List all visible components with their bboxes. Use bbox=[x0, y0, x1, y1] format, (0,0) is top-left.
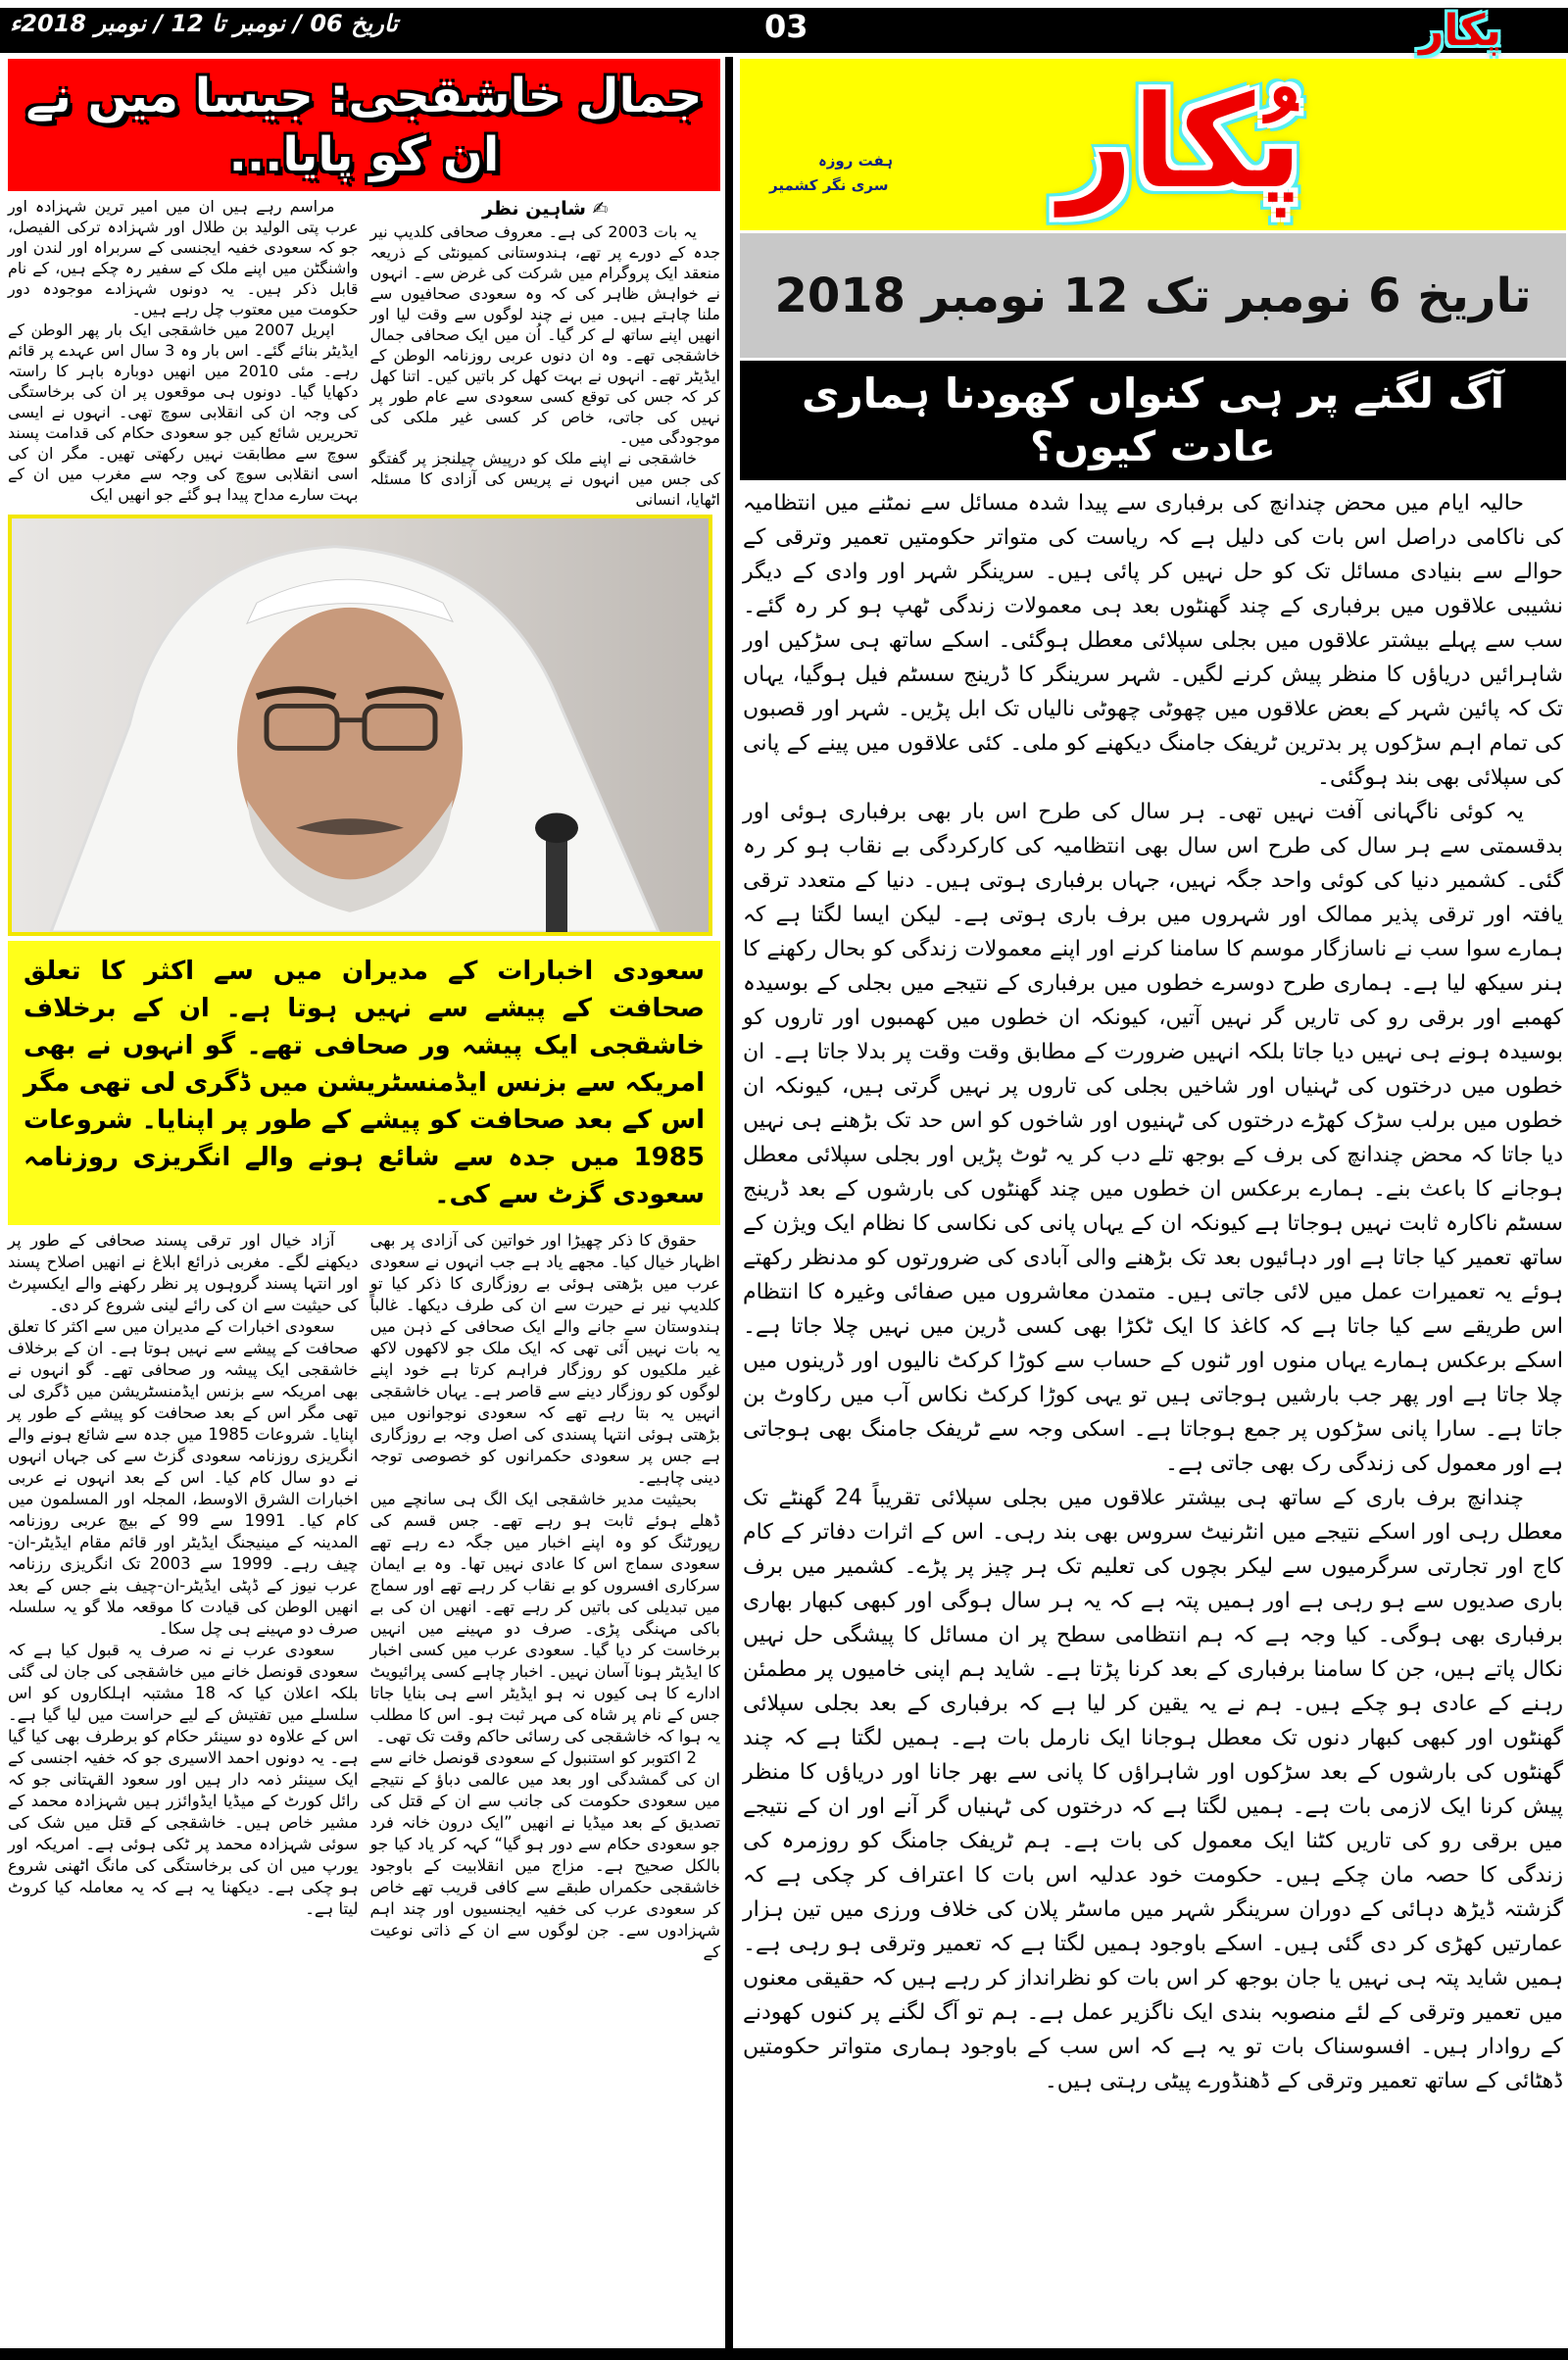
editorial-headline: آگ لگنے پر ہی کنواں کھودنا ہماری عادت کیوں؟ bbox=[801, 369, 1504, 470]
mini-logo: پکار bbox=[1419, 5, 1501, 56]
editorial-paragraph: چندانچ برف باری کے ساتھ ہی بیشتر علاقوں میں بجلی سپلائی تقریباً 24 گھنٹے تک معطل رہی اور اسکے نتیجے میں انٹرنیٹ سروس بھی بند رہی۔ اس کے اثرات دفاتر کے کام کاج اور تجارتی سرگرمیوں سے لیکر بچوں کی تعلیم تک ہر چیز پر پڑے۔ کشمیر میں برف باری صدیوں سے ہو رہی ہے اور ہمیں پتہ ہے کہ یہ ہر سال ہوگی اور کبھی کبھار بھاری برفباری بھی ہوگی۔ کیا وجہ ہے کہ ہم انتظامی سطح پر ان مسائل کا پیشگی حل نہیں نکال پاتے ہیں، جن کا سامنا برفباری کے بعد کرنا پڑتا ہے۔ شاید ہم اپنی خامیوں پر مطمئن رہنے کے عادی ہو چکے ہیں۔ ہم نے یہ یقین کر لیا ہے کہ برفباری کے بعد بجلی سپلائی گھنٹوں اور کبھی کبھار دنوں تک معطل ہوجانا ایک نارمل بات ہے۔ ہمیں لگتا ہے کہ چند گھنٹوں کی بارشوں کے بعد سڑکوں اور شاہراؤں کا پانی سے بھر جانا اور دریاؤں کا منظر پیش کرنا ایک لازمی بات ہے۔ ہمیں لگتا ہے کہ درختوں کی ٹہنیاں گر آنے اور ان کے نتیجے میں برقی رو کی تاریں کٹنا ایک معمول کی بات ہے۔ ہم ٹریفک جامنگ کو روزمرہ کی زندگی کا حصہ مان چکے ہیں۔ حکومت خود عدلیہ اس بات کا اعتراف کر چکی ہے کہ گزشتہ ڈیڑھ دہائی کے دوران سرینگر شہر میں ماسٹر پلان کی خلاف ورزی میں تین ہزار عمارتیں کھڑی کر دی گئی ہیں۔ اسکے باوجود ہمیں لگتا ہے کہ تعمیر وترقی ہو رہی ہے۔ ہمیں شاید پتہ ہی نہیں یا جان بوجھ کر اس بات کو نظرانداز کر رہے ہیں کہ حقیقی معنوں میں تعمیر وترقی کے لئے منصوبہ بندی ایک ناگزیر عمل ہے۔ ہم تو آگ لگنے پر کنوں کھودنے کے روادار ہیں۔ افسوسناک بات تو یہ ہے کہ اس سب کے باوجود ہماری متواتر حکومتیں ڈھٹائی کے ساتھ تعمیر وترقی کے ڈھنڈورے پیٹی رہتی ہیں۔ bbox=[743, 1486, 1563, 2093]
pen-icon: ✍ bbox=[585, 198, 609, 220]
article-paragraph: بحیثیت مدیر خاشقجی ایک الگ ہی سانچے میں ڈھلے ہوئے ثابت ہو رہے تھے۔ جس قسم کی رپورٹنگ کو وہ اپنے اخبار میں جگہ دے رہے تھے سعودی سماج اس کا عادی نہیں تھا۔ وہ بے ایمان سرکاری افسروں کو بے نقاب کر رہے تھے اور سماج میں تبدیلی کی باتیں کر رہے تھے۔ انھیں ان کی بے باکی مہنگی پڑی۔ صرف دو مہینے میں انہیں برخاست کر دیا گیا۔ سعودی عرب میں کسی اخبار کا ایڈیٹر ہونا آسان نہیں۔ اخبار چاہے کسی پرائیویٹ ادارے کا ہی کیوں نہ ہو ایڈیٹر اسے ہی بنایا جاتا جس کے نام پر شاہ کی مہر ثبت ہو۔ اس کا مطلب یہ ہوا کہ خاشقجی کی رسائی حاکم وقت تک تھی۔ bbox=[369, 1490, 720, 1745]
article-paragraph: اپریل 2007 میں خاشقجی ایک بار پھر الوطن کے ایڈیٹر بنائے گئے۔ اس بار وہ 3 سال اس عہدے پر قائم رہے۔ مئی 2010 میں انھیں دوبارہ باہر کا راستہ دکھایا گیا۔ دونوں ہی موقعوں پر ان کی برخاستگی کی وجہ ان کی انقلابی سوچ تھی۔ انہوں نے ایسی تحریریں شائع کیں جو سعودی حکام کی قدامت پسند سوچ سے مطابقت نہیں رکھتی تھیں۔ مگر ان کی اسی انقلابی سوچ کی وجہ سے مغرب میں ان کے بہت سارے مداح پیدا ہو گئے جو انھیں ایک bbox=[8, 320, 359, 504]
article-headline-box bbox=[8, 59, 720, 191]
byline bbox=[370, 196, 721, 221]
article-paragraph: 2 اکتوبر کو استنبول کے سعودی قونصل خانے سے ان کی گمشدگی اور بعد میں عالمی دباؤ کے نتیجے میں سعودی حکومت کی جانب سے ان کے قتل کی تصدیق کے بعد میڈیا نے انھیں ”ایک درون خانہ فرد جو سعودی حکام سے دور ہو گیا“ کہہ کر یاد کیا جو بالکل صحیح ہے۔ مزاج میں انقلابیت کے باوجود خاشقجی حکمراں طبقے سے کافی قریب تھے خاص کر سعودی عرب کی خفیہ ایجنسیوں اور چند اہم شہزادوں سے۔ جن لوگوں سے ان کے ذاتی نوعیت کے bbox=[369, 1748, 720, 1961]
editorial-headline-box bbox=[740, 361, 1566, 480]
masthead-city: سری نگر کشمیر bbox=[769, 176, 889, 194]
masthead-frequency: ہفت روزہ bbox=[818, 152, 894, 170]
masthead bbox=[740, 59, 1566, 230]
article-paragraph: خاشقجی نے اپنے ملک کو درپیش چیلنجز پر گفتگو کی جس میں انہوں نے پریس کی آزادی کا مسئلہ اٹھایا، انسانی bbox=[369, 449, 720, 509]
bottom-bar bbox=[0, 2348, 1568, 2360]
article-column-3 bbox=[370, 1230, 721, 1963]
article-bottom-columns bbox=[8, 1230, 720, 1963]
column-divider bbox=[725, 57, 733, 2348]
article-paragraph: حقوق کا ذکر چھیڑا اور خواتین کی آزادی پر بھی اظہار خیال کیا۔ مجھے یاد ہے جب انہوں نے سعودی عرب میں بڑھتی ہوئی بے روزگاری کا ذکر کیا تو کلدیپ نیر نے حیرت سے ان کی طرف دیکھا۔ غالباً ہندوستان سے جانے والے ایک صحافی کے ذہن میں یہ بات نہیں آئی تھی کہ ایک ملک جو لاکھوں لاکھ غیر ملکیوں کو روزگار فراہم کرتا ہے خود اپنے لوگوں کو روزگار دینے سے قاصر ہے۔ یہاں خاشقجی انہیں یہ بتا رہے تھے کہ سعودی نوجوانوں میں بڑھتی ہوئی انتہا پسندی کی اصل وجہ بے روزگاری ہے جس پر سعودی حکمرانوں کو خصوصی توجہ دینی چاہیے۔ bbox=[369, 1231, 720, 1487]
portrait-illustration bbox=[12, 518, 709, 932]
article-column-1 bbox=[370, 196, 721, 510]
page-number: 03 bbox=[764, 8, 808, 45]
article-column-2 bbox=[8, 196, 359, 510]
issue-date-strip: تاریخ 06 / نومبر تا 12 / نومبر 2018ء bbox=[10, 10, 398, 37]
editorial-column bbox=[740, 59, 1566, 2098]
article-column bbox=[8, 59, 720, 1963]
article-column-4 bbox=[8, 1230, 359, 1963]
khashoggi-photo bbox=[8, 515, 712, 936]
article-paragraph: یہ بات 2003 کی ہے۔ معروف صحافی کلدیپ نیر جدہ کے دورے پر تھے، ہندوستانی کمیونٹی کے ذریعہ منعقد ایک پروگرام میں شرکت کی غرض سے۔ انہوں نے خواہش ظاہر کی کہ وہ سعودی صحافیوں سے ملنا چاہتے ہیں۔ میں نے چند لوگوں سے وقت لیا اور انھیں اپنے ساتھ لے کر گیا۔ اُن میں ایک صحافی جمال خاشقجی تھے۔ وہ ان دنوں عربی روزنامہ الوطن کے ایڈیٹر تھے۔ انہوں نے بہت کھل کر باتیں کیں۔ اتنا کھل کر کہ جس کی توقع کسی سعودی سے عام طور پر نہیں کی جاتی، خاص کر کسی غیر ملکی کی موجودگی میں۔ bbox=[369, 222, 720, 447]
author-name: شاہین نظر bbox=[482, 198, 586, 220]
article-paragraph: آزاد خیال اور ترقی پسند صحافی کے طور پر دیکھنے لگے۔ مغربی ذرائع ابلاغ نے انھیں اصلاح پسند اور انتہا پسند گروہوں پر نظر رکھنے والے ایکسپرٹ کی حیثیت سے ان کی رائے لینی شروع کر دی۔ bbox=[8, 1231, 359, 1314]
masthead-logo: پُکار bbox=[1058, 68, 1303, 217]
article-paragraph: سعودی عرب نے نہ صرف یہ قبول کیا ہے کہ سعودی قونصل خانے میں خاشقجی کی جان لی گئی بلکہ اعلان کیا کہ 18 مشتبہ اہلکاروں کو اس سلسلے میں تفتیش کے لیے حراست میں لیا گیا ہے۔ اس کے علاوہ دو سینئر حکام کو برطرف بھی کیا گیا ہے۔ یہ دونوں احمد الاسیری جو کہ خفیہ اجنسی کے ایک سینئر ذمہ دار ہیں اور سعود القہتانی جو کہ رائل کورٹ کے میڈیا ایڈوائزر ہیں شہزادہ محمد کے مشیر خاص ہیں۔ خاشقجی کے قتل میں شک کی سوئی شہزادہ محمد پر ٹکی ہوئی ہے۔ امریکہ اور یورپ میں ان کی برخاستگی کی مانگ اٹھنی شروع ہو چکی ہے۔ دیکھنا یہ ہے کہ یہ معاملہ کیا کروٹ لیتا ہے۔ bbox=[8, 1641, 359, 1918]
article-top-columns bbox=[8, 196, 720, 510]
article-headline: جمال خاشقجی: جیسا میں نے ان کو پایا... bbox=[25, 68, 703, 182]
pull-quote: سعودی اخبارات کے مدیران میں سے اکثر کا تعلق صحافت کے پیشے سے نہیں ہوتا ہے۔ ان کے برخلاف خاشقجی ایک پیشہ ور صحافی تھے۔ گو انہوں نے بھی امریکہ سے بزنس ایڈمنسٹریشن میں ڈگری لی تھی مگر اس کے بعد صحافت کو پیشے کے طور پر اپنایا۔ شروعات 1985 میں جدہ سے شائع ہونے والے انگریزی روزنامہ سعودی گزٹ سے کی۔ bbox=[8, 941, 720, 1225]
editorial-paragraph: یہ کوئی ناگہانی آفت نہیں تھی۔ ہر سال کی طرح اس بار بھی برفباری ہوئی اور بدقسمتی سے ہر سال کی طرح اس سال بھی انتظامیہ کی کارکردگی بے نقاب ہو کر رہ گئی۔ کشمیر دنیا کی کوئی واحد جگہ نہیں، جہاں برفباری ہوتی ہیں۔ دنیا کے متعدد ترقی یافتہ اور ترقی پذیر ممالک اور شہروں میں برف باری ہوتی ہے۔ لیکن ایسا لگتا ہے کہ ہمارے سوا سب نے ناسازگار موسم کا سامنا کرنے اور اپنے معمولات زندگی کو بحال رکھنے کا ہنر سیکھ لیا ہے۔ ہماری طرح دوسرے خطوں میں برفباری کے نتیجے میں بجلی کے بوسیدہ کھمبے اور برقی رو کی تاریں گر نہیں آتیں، کیونکہ ان خطوں میں کھمبوں اور تاروں کو بوسیدہ ہونے ہی نہیں دیا جاتا بلکہ انہیں ضرورت کے مطابق وقت وقت پر بدلا جاتا ہے۔ ان خطوں میں درختوں کی ٹہنیاں اور شاخیں بجلی کی تاروں پر نہیں گرتی ہیں، کیونکہ ان خطوں میں برلب سڑک کھڑے درختوں کی ٹہنیوں اور شاخوں کو اس حد تک بڑھنے ہی نہیں دیا جاتا کہ محض چندانچ کی برف کے بوجھ تلے دب کر یہ ٹوٹ پڑیں اور بجلی سپلائی معطل ہوجانے کا باعث بنے۔ ہمارے برعکس ان خطوں میں چند گھنٹوں کی بارشوں کے بعد ڈرینج سسٹم ناکارہ ثابت نہیں ہوجاتا ہے کیونکہ ان کے یہاں پانی کی نکاسی کا نظام ایک ویژن کے ساتھ تعمیر کیا جاتا ہے اور دہائیوں بعد تک بڑھنے والی آبادی کی ضرورتوں کو مدنظر رکھتے ہوئے یہ تعمیرات عمل میں لائی جاتی ہیں۔ متمدن معاشروں میں صفائی وغیرہ کا انتظام اس طریقے سے کیا جاتا ہے کہ کاغذ کا ایک ٹکڑا بھی کسی ڈرین میں نہیں چلا جاتا ہے۔ اسکے برعکس ہمارے یہاں منوں اور ٹنوں کے حساب سے کوڑا کرکٹ نالیوں اور ڈرینوں میں چلا جاتا ہے اور پھر جب بارشیں ہوجاتی ہیں تو یہی کوڑا کرکٹ نکاس آب میں رکاوٹ بن جاتا ہے۔ سارا پانی سڑکوں پر جمع ہوجاتا ہے۔ اسکی وجہ سے ٹریفک جامنگ بھی ہوجاتی ہے اور معمول کی زندگی رک بھی جاتی ہے۔ bbox=[743, 800, 1563, 1476]
issue-date: تاریخ 6 نومبر تک 12 نومبر 2018 bbox=[774, 268, 1532, 323]
editorial-body bbox=[740, 486, 1566, 2098]
article-paragraph: سعودی اخبارات کے مدیران میں سے اکثر کا تعلق صحافت کے پیشے سے نہیں ہوتا ہے۔ ان کے برخلاف خاشقجی ایک پیشہ ور صحافی تھے۔ گو انہوں نے بھی امریکہ سے بزنس ایڈمنسٹریشن میں ڈگری لی تھی مگر اس کے بعد صحافت کو پیشے کے طور پر اپنایا۔ شروعات 1985 میں جدہ سے شائع ہونے والے انگریزی روزنامہ سعودی گزٹ سے کی جہاں انہوں نے دو سال کام کیا۔ اس کے بعد انہوں نے عربی اخبارات الشرق الاوسط، المجلہ اور المسلمون میں کام کیا۔ 1991 سے 99 کے بیچ عربی روزنامہ المدینہ کے مینیجنگ ایڈیٹر اور قائم مقام ایڈیٹر-ان-چیف رہے۔ 1999 سے 2003 تک انگریزی رزنامہ عرب نیوز کے ڈپٹی ایڈیٹر-ان-چیف بنے جس کے بعد انھیں الوطن کی قیادت کا موقعہ ملا گو یہ سلسلہ صرف دو مہینے ہی چل سکا۔ bbox=[8, 1317, 359, 1638]
article-paragraph: مراسم رہے ہیں ان میں امیر ترین شہزادہ اور عرب پتی الولید بن طلال اور شہزادہ ترکی الفیصل، جو کہ سعودی خفیہ ایجنسی کے سربراہ اور لندن اور واشنگٹن میں اپنے ملک کے سفیر رہ چکے ہیں، کے نام قابل ذکر ہیں۔ یہ دونوں شہزادے موجودہ دور حکومت میں معتوب چل رہے ہیں۔ bbox=[8, 197, 359, 319]
editorial-paragraph: حالیہ ایام میں محض چندانچ کی برفباری سے پیدا شدہ مسائل سے نمٹنے میں انتظامیہ کی ناکامی دراصل اس بات کی دلیل ہے کہ ریاست کی متواتر حکومتیں تعمیر وترقی کے حوالے سے بنیادی مسائل تک کو حل نہیں کر پائی ہیں۔ سرینگر شہر اور وادی کے دیگر نشیبی علاقوں میں برفباری کے چند گھنٹوں بعد ہی معمولات زندگی ٹھپ ہو کر رہ گئے۔ سب سے پہلے بیشتر علاقوں میں بجلی سپلائی معطل ہوگئی۔ اسکے ساتھ ہی سڑکیں اور شاہرائیں دریاؤں کا منظر پیش کرنے لگیں۔ شہر سرینگر کا ڈرینج سسٹم فیل ہوگیا، یہاں تک کہ پائین شہر کے بعض علاقوں میں چھوٹی چھوٹی نالیاں تک ابل پڑیں۔ شہر اور قصبوں کی تمام اہم سڑکوں پر بدترین ٹریفک جامنگ دیکھنے کو ملی۔ کئی علاقوں میں پینے کے پانی کی سپلائی بھی بند ہوگئی۔ bbox=[743, 491, 1563, 790]
issue-date-box bbox=[740, 233, 1566, 358]
